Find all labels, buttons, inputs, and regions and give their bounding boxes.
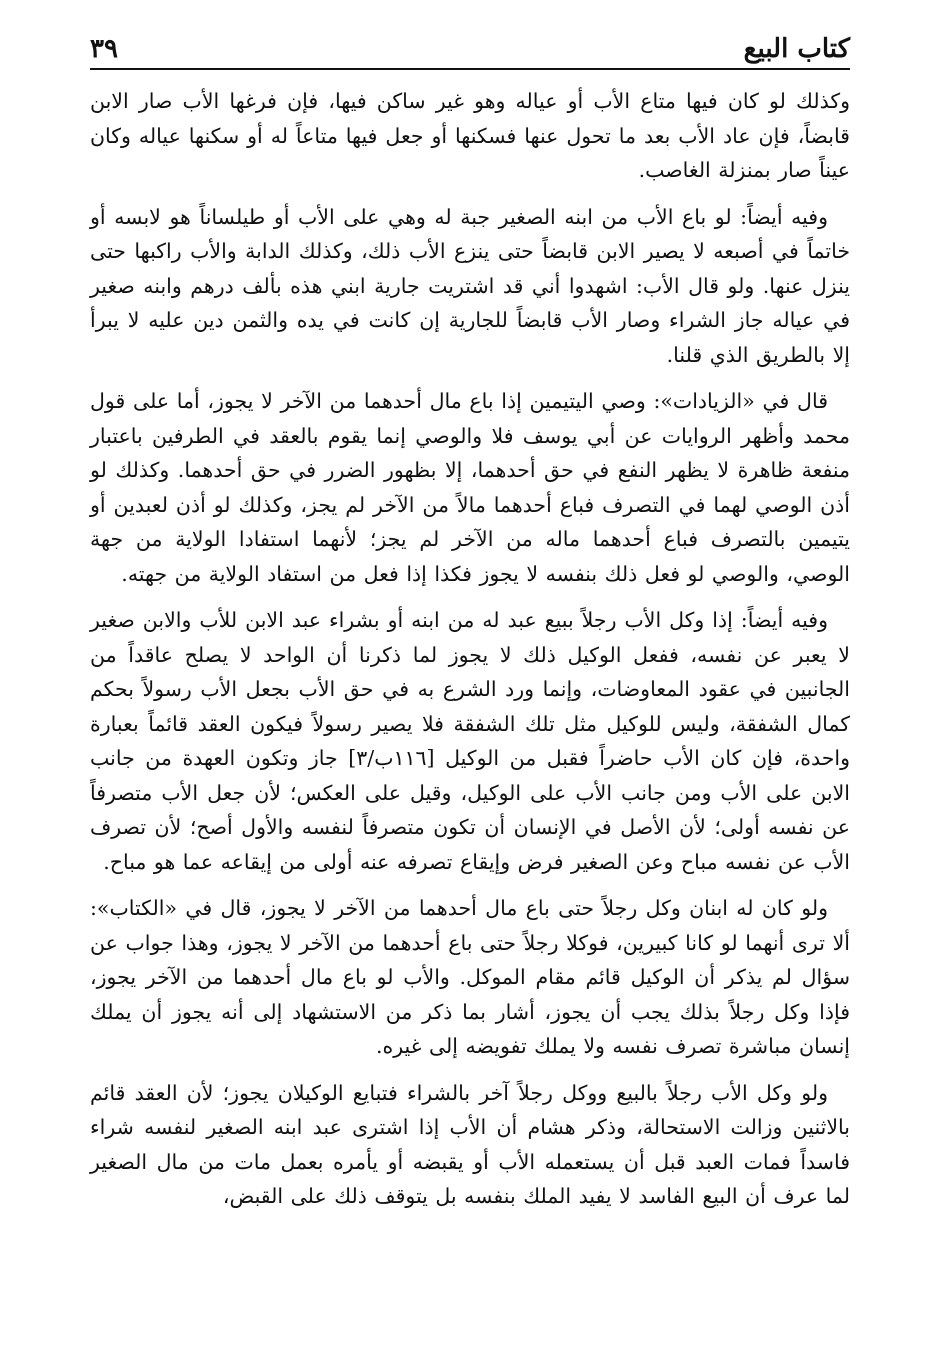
paragraph: وفيه أيضاً: إذا وكل الأب رجلاً ببيع عبد له من ابنه أو بشراء عبد الابن للأب والابن صغير لا يعبر عن نفسه، ففعل الوكيل ذلك لا يجوز لما ذكرنا أن الواحد لا يصلح عاقداً من الجانبين في عقود المعاوضات، وإنما ورد الشرع به في حق الأب بجعل الأب رسولاً بحكم كمال الشفقة، وليس للوكيل مثل تلك الشفقة فلا يصير رسولاً فيكون العقد قائماً بعبارة واحدة، فإن كان الأب حاضراً فقبل من الوكيل [١١٦ب/٣] جاز وتكون العهدة من جانب الابن على الأب ومن جانب الأب على الوكيل، وقيل على العكس؛ لأن جعل الأب متصرفاً عن نفسه أولى؛ لأن الأصل في الإنسان أن تكون متصرفاً لنفسه والأول أصح؛ لأن تصرف الأب عن نفسه مباح وعن الصغير فرض وإيقاع تصرفه عنه أولى من إيقاعه عما هو مباح. <box>90 608 850 874</box>
paragraph: قال في «الزيادات»: وصي اليتيمين إذا باع مال أحدهما من الآخر لا يجوز، أما على قول محمد وأظهر الروايات عن أبي يوسف فلا والوصي إنما يقوم بالعقد في الطرفين باعتبار منفعة ظاهرة لا يظهر النفع في حق أحدهما، إلا بظهور الضرر في حق أحدهما. وكذلك لو أذن الوصي لهما في التصرف فباع أحدهما مالاً من الآخر لم يجز، وكذلك لو أذن لعبدين أو يتيمين بالتصرف فباع أحدهما ماله من الآخر لم يجز؛ لأنهما استفادا الولاية من جهة الوصي، والوصي لو فعل ذلك بنفسه لا يجوز فكذا إذا فعل من استفاد الولاية من جهته. <box>90 389 850 586</box>
paragraph: وفيه أيضاً: لو باع الأب من ابنه الصغير جبة له وهي على الأب أو طيلساناً هو لابسه أو خاتماً في أصبعه لا يصير الابن قابضاً حتى ينزع الأب ذلك، وكذلك الدابة والأب راكبها حتى ينزل عنها. ولو قال الأب: اشهدوا أني قد اشتريت جارية ابني هذه بألف درهم وابنه صغير في عياله جاز الشراء وصار الأب قابضاً للجارية إن كانت في يده والثمن دين عليه لا يبرأ إلا بالطريق الذي قلنا. <box>90 204 850 367</box>
paragraph: وكذلك لو كان فيها متاع الأب أو عياله وهو غير ساكن فيها، فإن فرغها الأب صار الابن قابضاً، فإن عاد الأب بعد ما تحول عنها فسكنها أو جعل فيها متاعاً له أو سكنها عياله وكان عيناً صار بمنزلة الغاصب. <box>90 89 850 182</box>
page-body <box>90 84 850 1214</box>
page-header <box>90 0 850 70</box>
page-number: ٣٩ <box>90 34 118 64</box>
running-title: كتاب البيع <box>743 34 850 64</box>
paragraph: ولو وكل الأب رجلاً بالبيع ووكل رجلاً آخر بالشراء فتبايع الوكيلان يجوز؛ لأن العقد قائم بالاثنين وزالت الاستحالة، وذكر هشام أن الأب إذا اشترى عبد ابنه الصغير لنفسه شراء فاسداً فمات العبد قبل أن يستعمله الأب أو يقبضه أو يأمره بعمل مات من مال الصغير لما عرف أن البيع الفاسد لا يفيد الملك بنفسه بل يتوقف ذلك على القبض، <box>90 1080 850 1208</box>
paragraph: ولو كان له ابنان وكل رجلاً حتى باع مال أحدهما من الآخر لا يجوز، قال في «الكتاب»: ألا ترى أنهما لو كانا كبيرين، فوكلا رجلاً حتى باع أحدهما من الآخر لا يجوز، وهذا جواب عن سؤال لم يذكر أن الوكيل قائم مقام الموكل. والأب لو باع مال أحدهما من الآخر يجوز، فإذا وكل رجلاً بذلك يجب أن يجوز، أشار بما ذكر من الاستشهاد إلى أنه يجوز أن يملك إنسان مباشرة تصرف نفسه ولا يملك تفويضه إلى غيره. <box>90 896 850 1058</box>
